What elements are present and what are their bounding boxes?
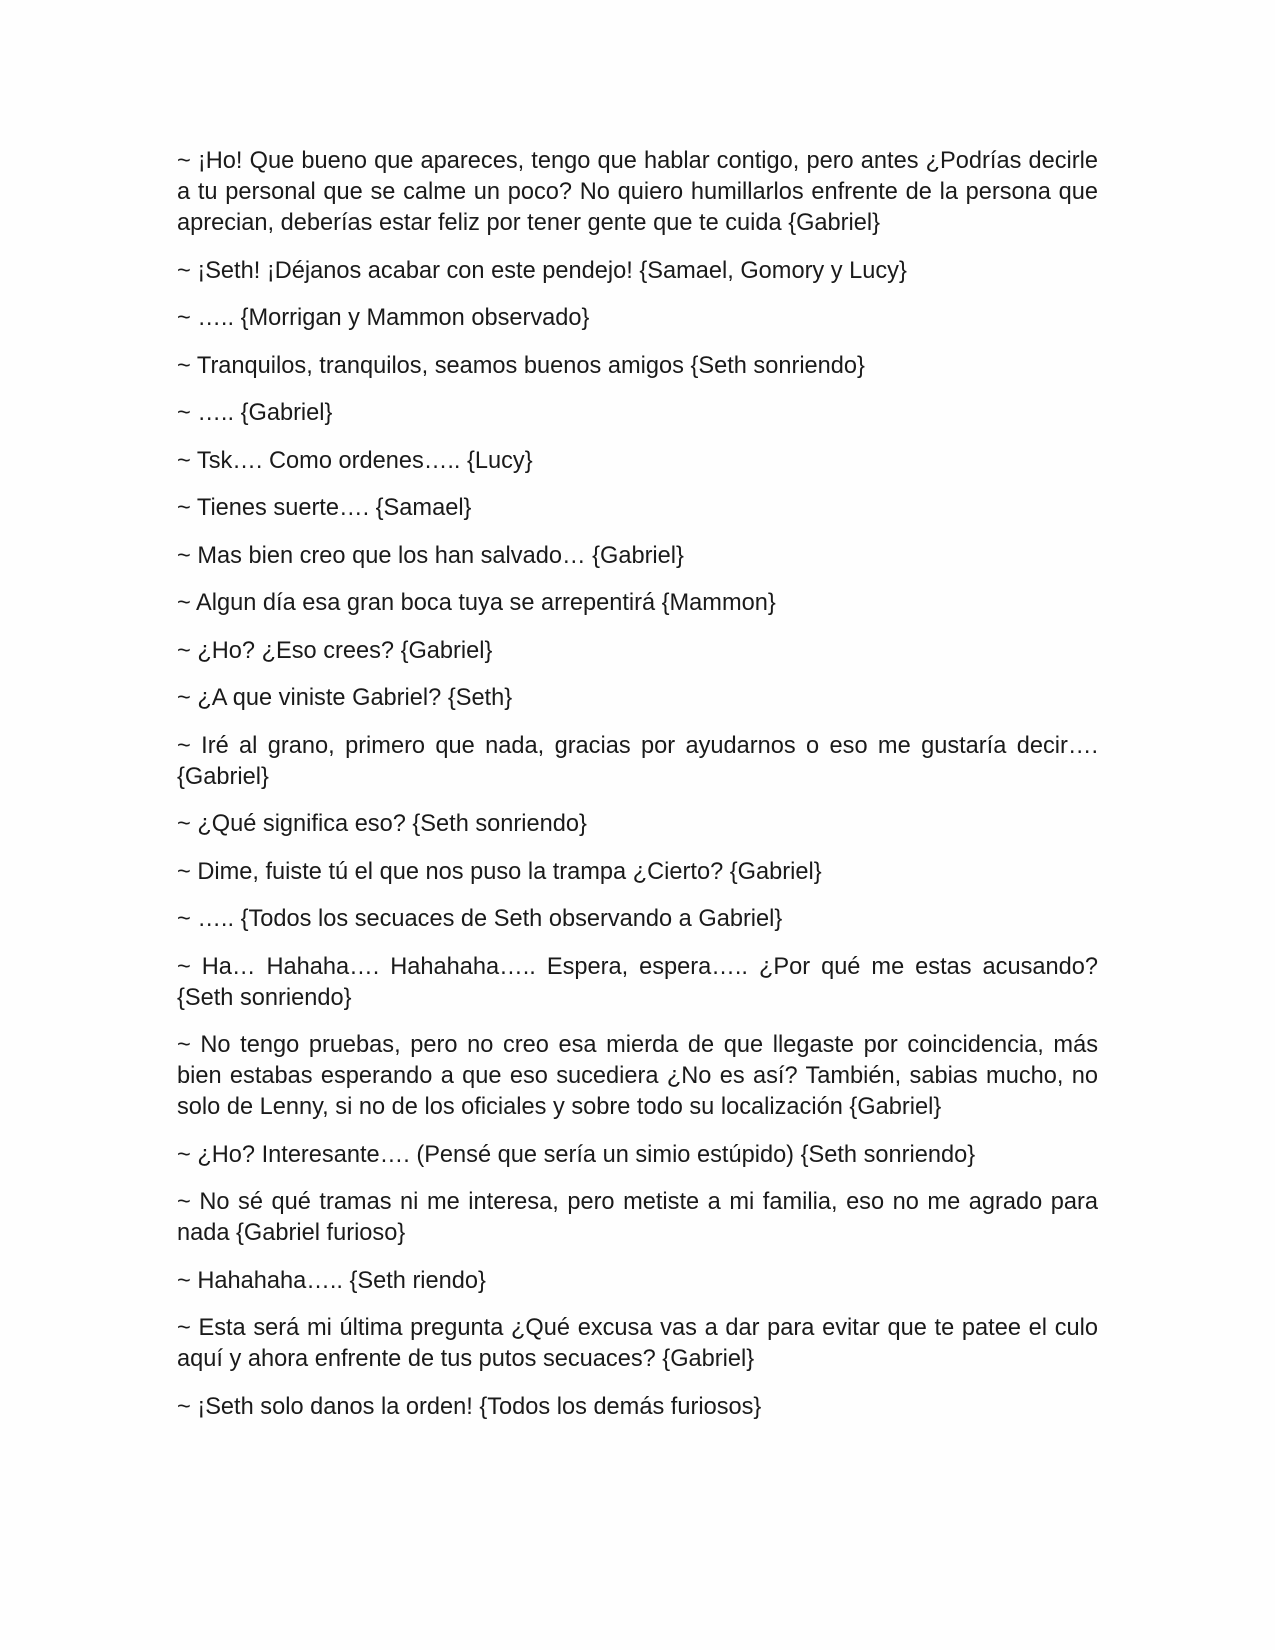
dialogue-line: ~ No tengo pruebas, pero no creo esa mierda de que llegaste por coincidencia, más bien estabas esperando a que eso sucediera ¿No es así? También, sabias mucho, no solo de Lenny, si no de los oficiales y sobre todo su localización {Gabriel}	[177, 1032, 1098, 1120]
dialogue-line: ~ Mas bien creo que los han salvado… {Gabriel}	[177, 542, 684, 569]
dialogue-line: ~ Algun día esa gran boca tuya se arrepentirá {Mammon}	[177, 590, 776, 616]
dialogue-line: ~ ¿Ho? ¿Eso crees? {Gabriel}	[177, 637, 493, 664]
dialogue-line: ~ Hahahaha….. {Seth riendo}	[177, 1267, 486, 1294]
dialogue-line: ~ Tsk…. Como ordenes….. {Lucy}	[177, 447, 533, 474]
dialogue-line: ~ ¡Ho! Que bueno que apareces, tengo que hablar contigo, pero antes ¿Podrías decirle a tu personal que se calme un poco? No quiero humillarlos enfrente de la persona que aprecian, deberías estar feliz por tener gente que te cuida {Gabriel}	[177, 148, 1098, 236]
dialogue-line: ~ ¿A que viniste Gabriel? {Seth}	[177, 685, 513, 711]
dialogue-line: ~ Iré al grano, primero que nada, gracias por ayudarnos o eso me gustaría decir…. {Gabriel}	[177, 732, 1098, 790]
dialogue-line: ~ ¿Qué significa eso? {Seth sonriendo}	[177, 811, 587, 837]
dialogue-line: ~ ¡Seth solo danos la orden! {Todos los demás furiosos}	[177, 1393, 762, 1420]
document-body	[177, 146, 1098, 1439]
dialogue-line: ~ ….. {Morrigan y Mammon observado}	[177, 305, 590, 331]
dialogue-line: ~ Tranquilos, tranquilos, seamos buenos amigos {Seth sonriendo}	[177, 352, 865, 379]
dialogue-line: ~ Tienes suerte…. {Samael}	[177, 495, 472, 521]
dialogue-line: ~ No sé qué tramas ni me interesa, pero metiste a mi familia, eso no me agrado para nada {Gabriel furioso}	[177, 1189, 1098, 1246]
dialogue-line: ~ Esta será mi última pregunta ¿Qué excusa vas a dar para evitar que te patee el culo aquí y ahora enfrente de tus putos secuaces? {Gabriel}	[177, 1315, 1098, 1372]
dialogue-line: ~ Dime, fuiste tú el que nos puso la trampa ¿Cierto? {Gabriel}	[177, 858, 822, 885]
dialogue-line: ~ ….. {Todos los secuaces de Seth observando a Gabriel}	[177, 906, 783, 932]
dialogue-line: ~ Ha… Hahaha…. Hahahaha….. Espera, espera….. ¿Por qué me estas acusando? {Seth sonriendo}	[177, 953, 1098, 1011]
dialogue-line: ~ ¿Ho? Interesante…. (Pensé que sería un simio estúpido) {Seth sonriendo}	[177, 1141, 976, 1168]
dialogue-line: ~ ¡Seth! ¡Déjanos acabar con este pendejo! {Samael, Gomory y Lucy}	[177, 257, 907, 284]
dialogue-line: ~ ….. {Gabriel}	[177, 400, 333, 426]
